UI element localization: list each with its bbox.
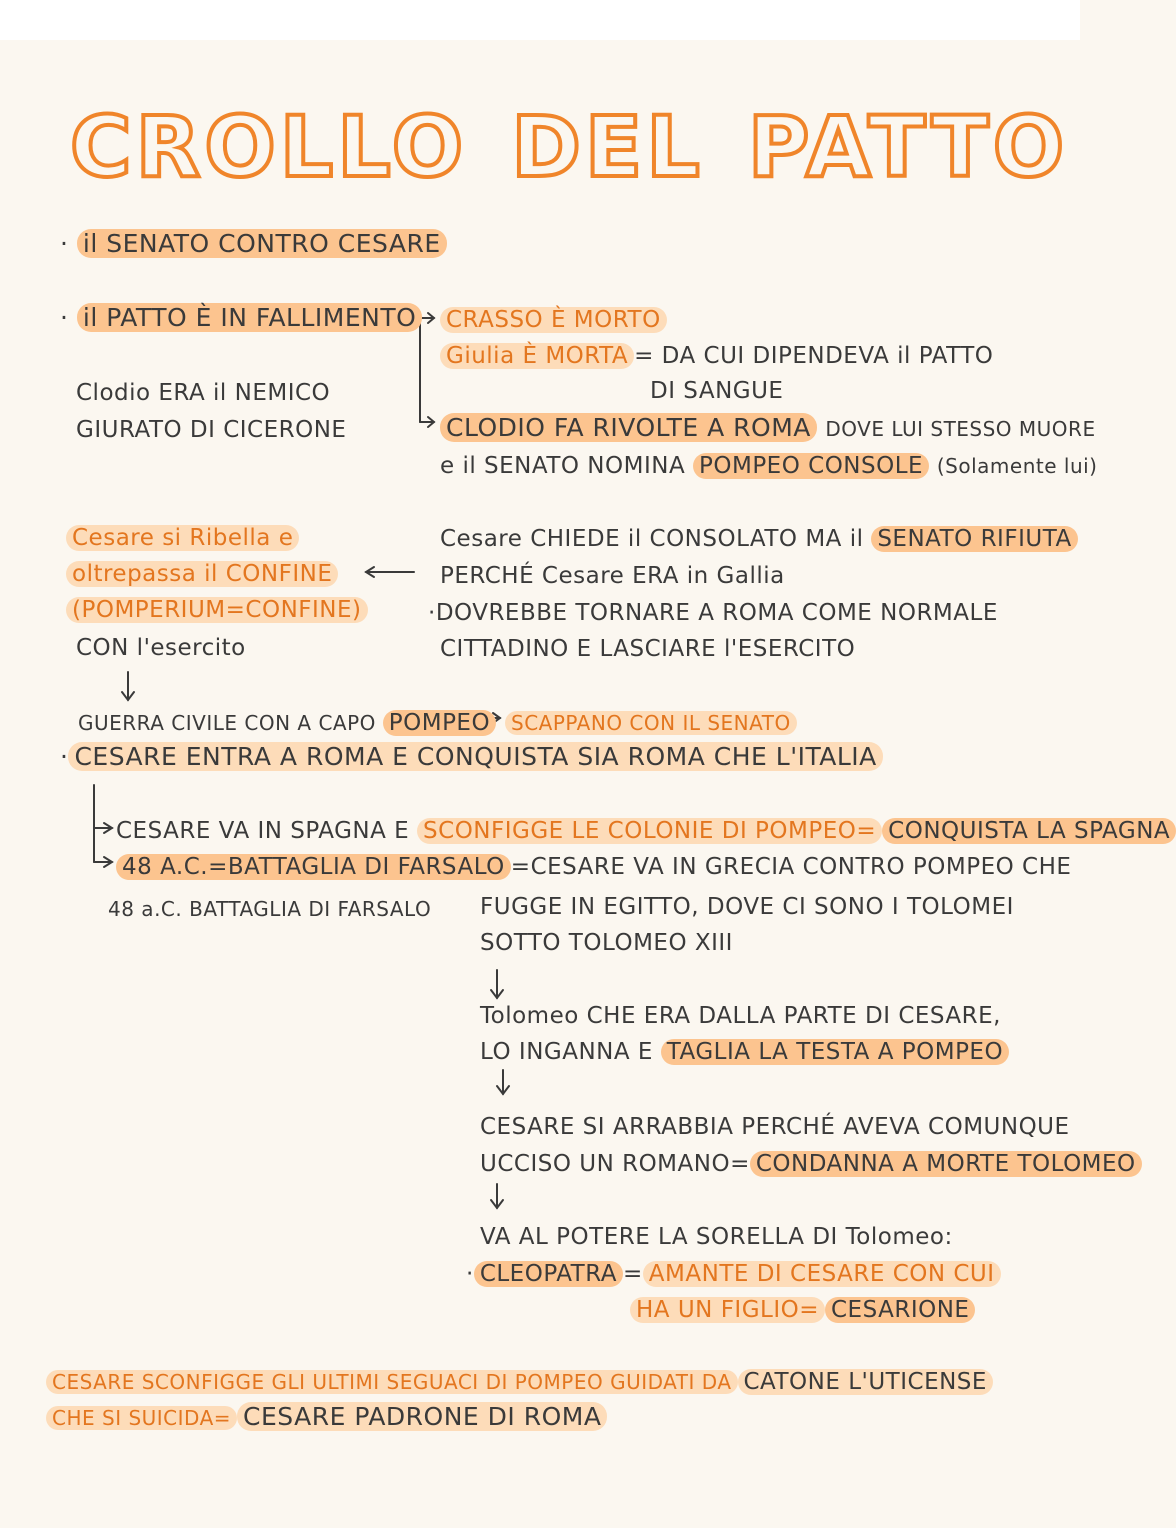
clodio-rivolte: CLODIO FA RIVOLTE A ROMA bbox=[440, 413, 817, 442]
final-line-1: CESARE SCONFIGGE GLI ULTIMI SEGUACI DI POMPEO GUIDATI DA CATONE L'UTICENSE bbox=[46, 1366, 993, 1398]
taglia-testa: TAGLIA LA TESTA A POMPEO bbox=[661, 1039, 1009, 1065]
spagna-line: CESARE VA IN SPAGNA E SCONFIGGE LE COLONIE DI POMPEO= CONQUISTA LA SPAGNA bbox=[116, 815, 1176, 847]
title-word-1: CROLLO bbox=[70, 98, 468, 196]
ribella-2: oltrepassa il CONFINE bbox=[66, 558, 338, 590]
farsalo-note: 48 a.C. BATTAGLIA DI FARSALO bbox=[108, 897, 432, 921]
chiede-line-1: Cesare CHIEDE il CONSOLATO MA il SENATO RIFIUTA bbox=[440, 523, 1078, 555]
tolomeo-line-2: LO INGANNA E TAGLIA LA TESTA A POMPEO bbox=[480, 1036, 1009, 1068]
arrabbia-line-1: CESARE SI ARRABBIA PERCHÉ AVEVA COMUNQUE bbox=[480, 1114, 1070, 1140]
potere-line: VA AL POTERE LA SORELLA DI Tolomeo: bbox=[480, 1224, 953, 1250]
ribella-4: CON l'esercito bbox=[76, 635, 246, 661]
conquista-spagna: CONQUISTA LA SPAGNA bbox=[882, 818, 1176, 844]
cesarione: CESARIONE bbox=[825, 1297, 975, 1323]
catone: CATONE L'UTICENSE bbox=[738, 1369, 993, 1395]
senato-nomina: e il SENATO NOMINA bbox=[440, 453, 686, 479]
amante: AMANTE DI CESARE CON CUI bbox=[643, 1261, 1001, 1287]
chiede-line-2: PERCHÉ Cesare ERA in Gallia bbox=[440, 563, 785, 589]
arrabbia-line-2: UCCISO UN ROMANO= CONDANNA A MORTE TOLOMEO bbox=[480, 1148, 1142, 1180]
senato-heading: · il SENATO CONTRO CESARE bbox=[60, 228, 447, 260]
chiede-line-3: ·DOVREBBE TORNARE A ROMA COME NORMALE bbox=[428, 600, 998, 626]
final-line-2: CHE SI SUICIDA= CESARE PADRONE DI ROMA bbox=[46, 1401, 607, 1434]
giulia-label: Giulia È MORTA bbox=[440, 343, 634, 369]
patto-heading: · il PATTO È IN FALLIMENTO bbox=[60, 302, 422, 334]
crasso-label: CRASSO È MORTO bbox=[440, 307, 667, 333]
pompeo-label: POMPEO bbox=[383, 710, 496, 736]
cleopatra: CLEOPATRA bbox=[474, 1261, 623, 1287]
figlio-line: HA UN FIGLIO= CESARIONE bbox=[630, 1294, 975, 1326]
solamente: (Solamente lui) bbox=[936, 454, 1098, 478]
farsalo-line-3: FUGGE IN EGITTO, DOVE CI SONO I TOLOMEI bbox=[480, 894, 1014, 920]
chiede-line-4: CITTADINO E LASCIARE l'ESERCITO bbox=[440, 636, 856, 662]
condanna: CONDANNA A MORTE TOLOMEO bbox=[750, 1151, 1142, 1177]
patto-label: il PATTO È IN FALLIMENTO bbox=[77, 303, 422, 332]
giulia-eq2: DI SANGUE bbox=[650, 378, 784, 404]
cesare-entra-line: · CESARE ENTRA A ROMA E CONQUISTA SIA ROMA CHE L'ITALIA bbox=[60, 741, 883, 773]
crasso-line bbox=[440, 304, 667, 336]
clodio-nemico-1: Clodio ERA il NEMICO bbox=[76, 380, 331, 406]
tolomeo-line-1: Tolomeo CHE ERA DALLA PARTE DI CESARE, bbox=[480, 1003, 1001, 1029]
ribella-3: (POMPERIUM=CONFINE) bbox=[66, 594, 368, 626]
senato-label: il SENATO CONTRO CESARE bbox=[77, 229, 447, 258]
giulia-eq: = DA CUI DIPENDEVA il PATTO bbox=[634, 343, 994, 369]
padrone: CESARE PADRONE DI ROMA bbox=[237, 1402, 607, 1431]
clodio-rivolte-rest: DOVE LUI STESSO MUORE bbox=[825, 417, 1096, 441]
cleopatra-line: · CLEOPATRA = AMANTE DI CESARE CON CUI bbox=[466, 1258, 1001, 1290]
senato-rifiuta: SENATO RIFIUTA bbox=[871, 526, 1077, 552]
scappano-line: SCAPPANO CON IL SENATO bbox=[505, 707, 797, 739]
ribella-1: Cesare si Ribella e bbox=[66, 522, 299, 554]
farsalo-line-4: SOTTO TOLOMEO XIII bbox=[480, 930, 733, 956]
pompeo-console: POMPEO CONSOLE bbox=[693, 453, 929, 479]
guerra-line: GUERRA CIVILE CON A CAPO POMPEO bbox=[78, 707, 496, 739]
senato-nomina-line bbox=[440, 450, 1097, 482]
title-word-3: PATTO bbox=[747, 98, 1069, 196]
clodio-nemico-2: GIURATO DI CICERONE bbox=[76, 417, 347, 443]
giulia-line bbox=[440, 340, 993, 372]
title-word-2: DEL bbox=[511, 98, 704, 196]
farsalo-line: 48 A.C.=BATTAGLIA DI FARSALO =CESARE VA IN GRECIA CONTRO POMPEO CHE bbox=[116, 851, 1071, 883]
clodio-rivolte-line bbox=[440, 412, 1096, 445]
